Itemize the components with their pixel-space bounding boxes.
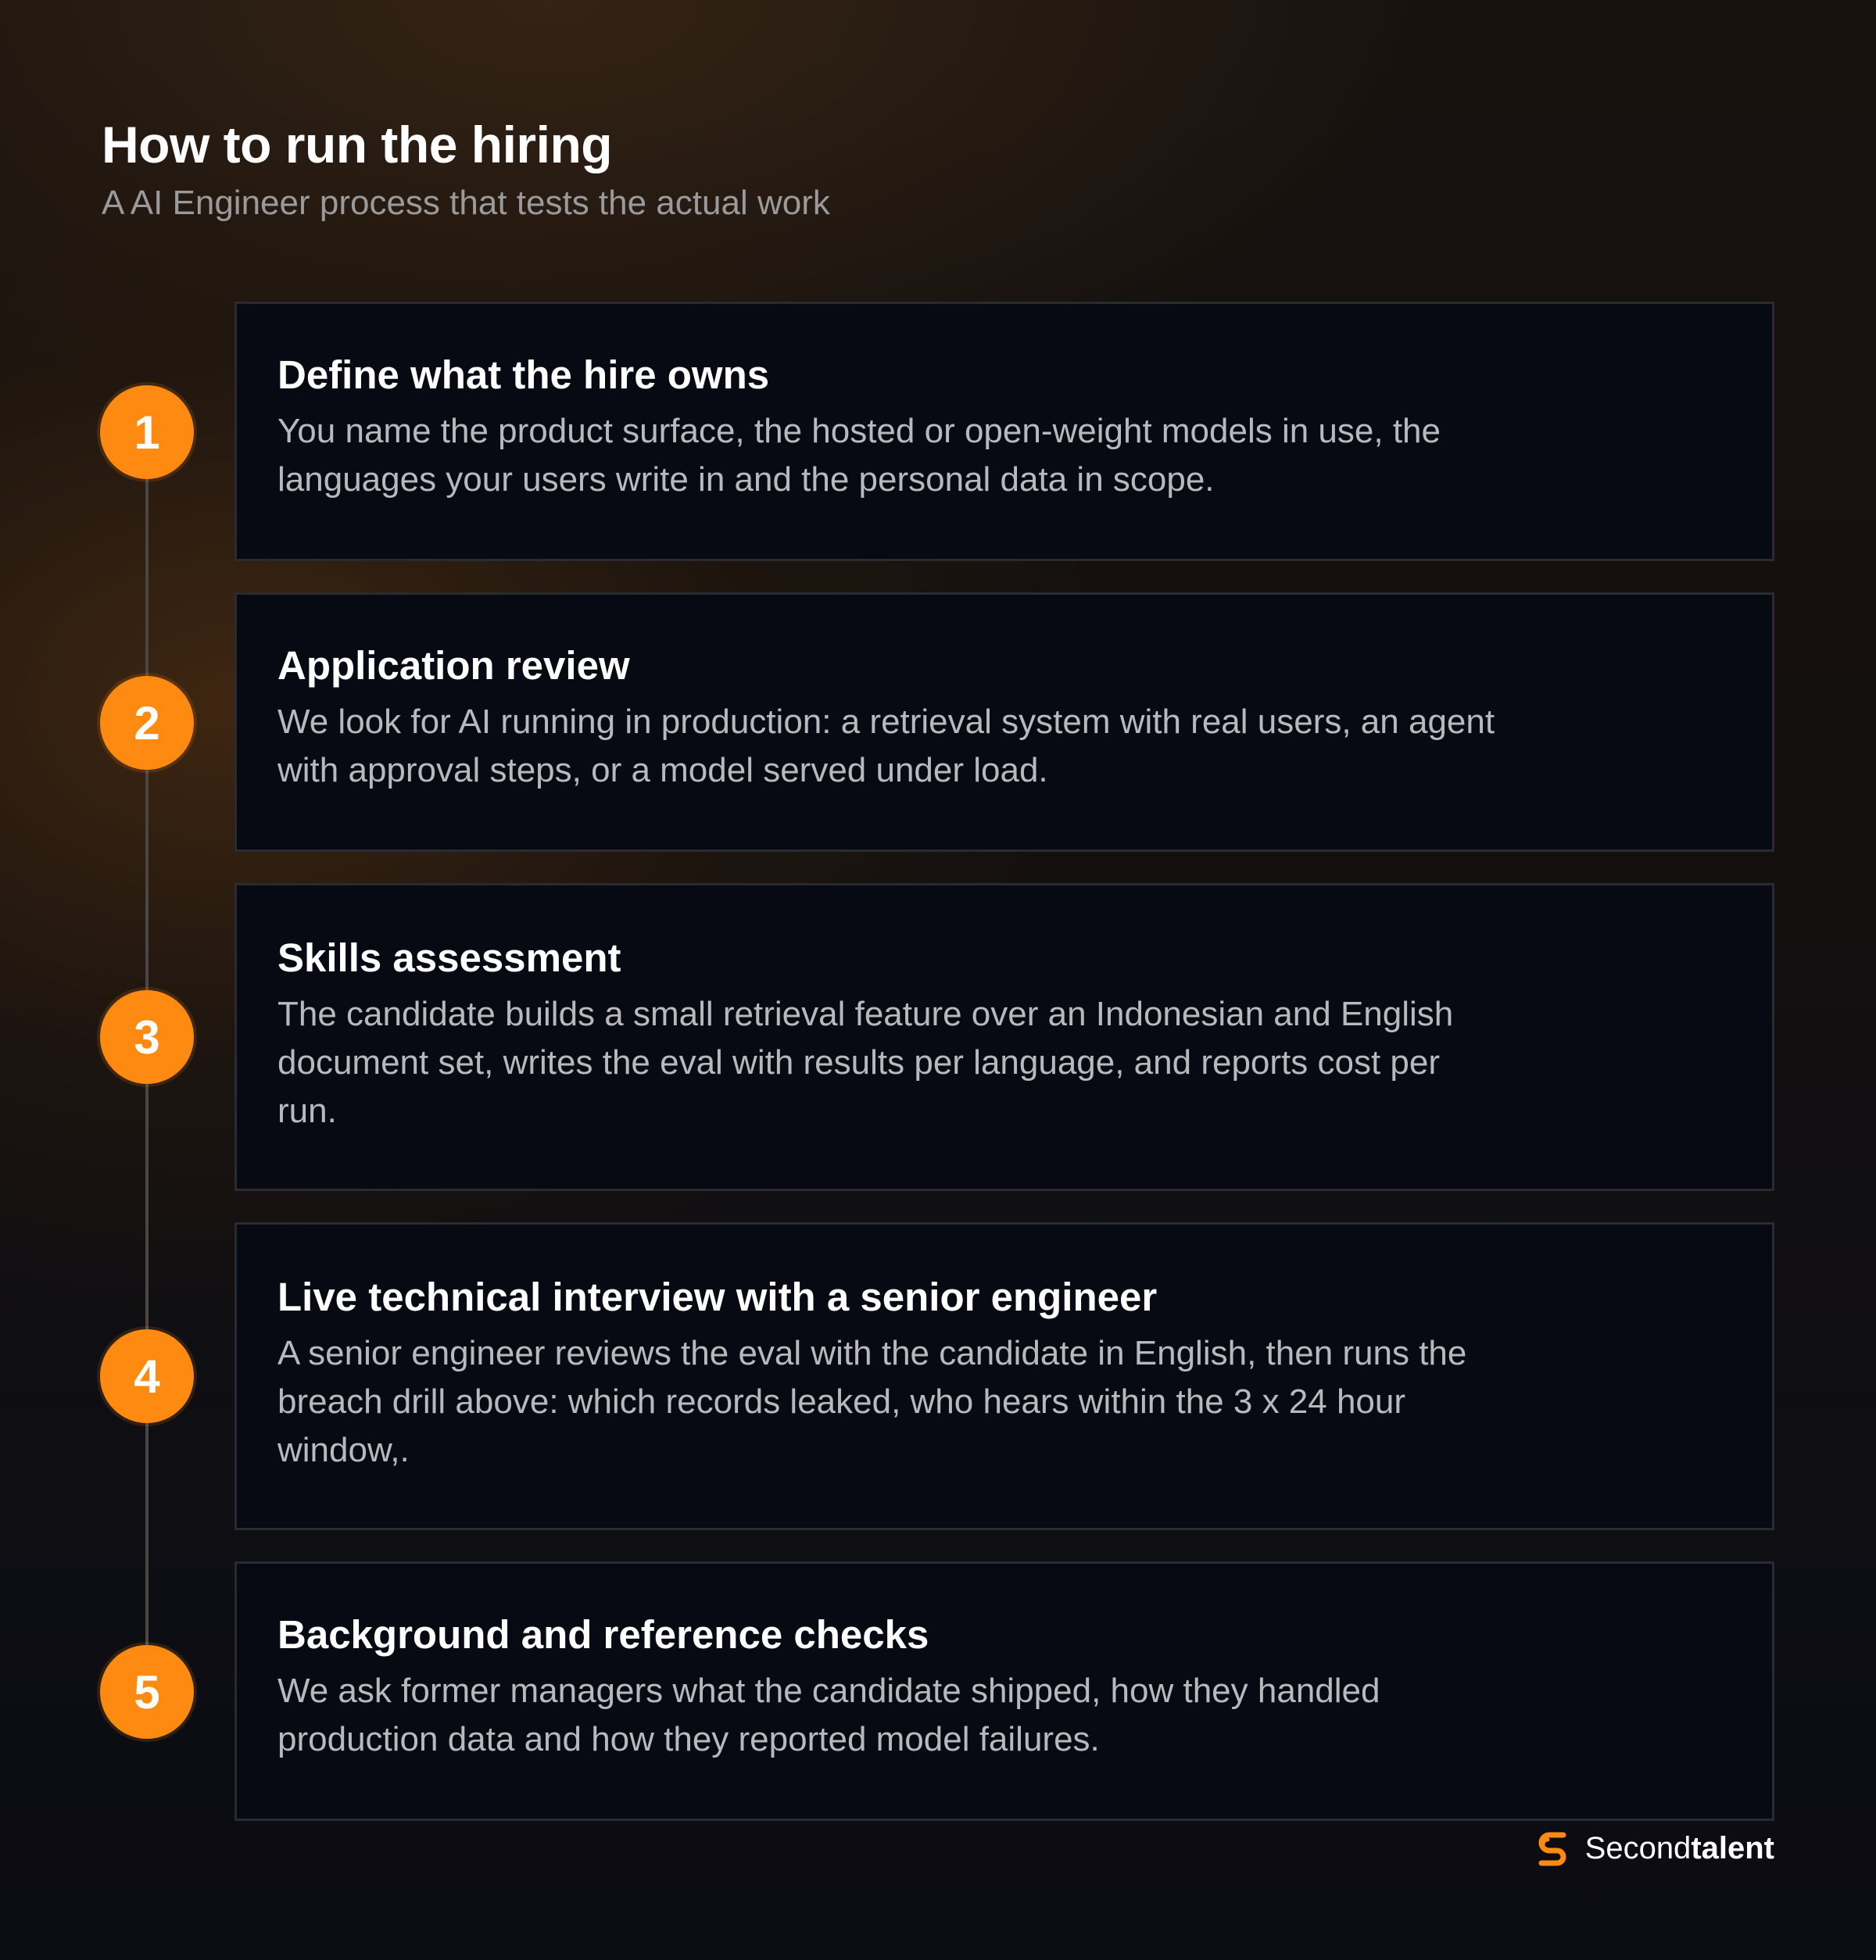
step-description-1: You name the product surface, the hosted or open-weight models in use, the languages your users write in and the personal data in scope. — [277, 412, 1441, 499]
step-card-3 — [234, 883, 1774, 1191]
brand-logo — [1532, 1827, 1774, 1869]
step-number-badge-2: 2 — [100, 676, 194, 770]
step-description-3: The candidate builds a small retrieval feature over an Indonesian and English document set, writes the eval with results per language, and reports cost per run. — [277, 995, 1454, 1130]
brand-name-bold: talent — [1691, 1830, 1774, 1865]
step-description-5: We ask former managers what the candidate shipped, how they handled production data and how they reported model failures. — [277, 1672, 1380, 1758]
brand-name-regular: Second — [1584, 1830, 1692, 1865]
step-title-5: Background and reference checks — [277, 1612, 929, 1657]
brand-name — [1585, 1831, 1774, 1866]
header — [102, 109, 830, 225]
step-title-4: Live technical interview with a senior engineer — [277, 1275, 1158, 1319]
step-card-1 — [234, 302, 1774, 561]
page-title: How to run the hiring — [102, 116, 613, 173]
step-number-badge-1: 1 — [100, 385, 194, 479]
step-card-4 — [234, 1222, 1774, 1530]
step-title-2: Application review — [277, 643, 630, 688]
step-title-3: Skills assessment — [277, 935, 621, 980]
step-number-badge-3: 3 — [100, 990, 194, 1084]
step-number-badge-4: 4 — [100, 1329, 194, 1423]
page-subtitle: A AI Engineer process that tests the actual work — [102, 184, 830, 222]
step-card-2 — [234, 592, 1774, 852]
step-title-1: Define what the hire owns — [277, 352, 770, 397]
step-number-badge-5: 5 — [100, 1645, 194, 1739]
step-card-5 — [234, 1561, 1774, 1821]
step-description-2: We look for AI running in production: a retrieval system with real users, an agent with approval steps, or a model served under load. — [277, 703, 1495, 789]
step-description-4: A senior engineer reviews the eval with the candidate in English, then runs the breach drill above: which records leaked, who hears within the 3 x 24 hour window,. — [277, 1334, 1467, 1469]
secondtalent-logo-icon — [1532, 1827, 1574, 1869]
